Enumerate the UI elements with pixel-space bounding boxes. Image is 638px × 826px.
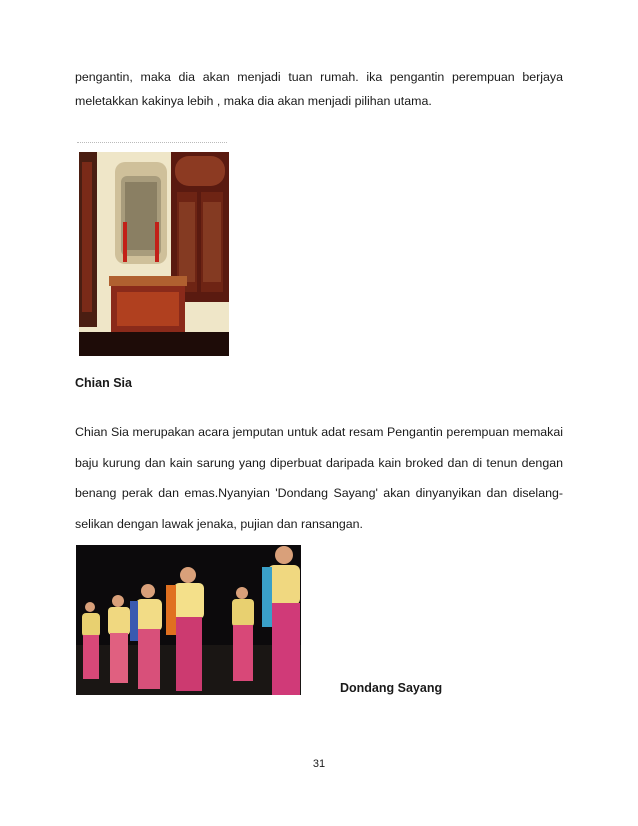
body-paragraph-1: pengantin, maka dia akan menjadi tuan rumah. ika pengantin perempuan berjaya meletakkan kakinya lebih , maka dia akan menjadi pilihan utama. — [75, 70, 563, 108]
dondang-sayang-dancers-photo — [76, 545, 301, 695]
divider-line — [77, 142, 227, 143]
section-heading: Chian Sia — [75, 376, 132, 390]
photo-caption: Dondang Sayang — [340, 681, 443, 695]
page-number: 31 — [312, 758, 326, 770]
body-paragraph-2: Chian Sia merupakan acara jemputan untuk adat resam Pengantin perempuan memakai baju kurung dan kain sarung yang diperbuat daripada kain broked dan di tenun dengan benang perak dan emas.Nyanyian 'Dondang Sayang' akan dinyanyikan dan diselang-selikan dengan lawak jenaka, pujian dan ransangan. — [75, 425, 563, 531]
bridal-chamber-photo — [79, 152, 229, 356]
